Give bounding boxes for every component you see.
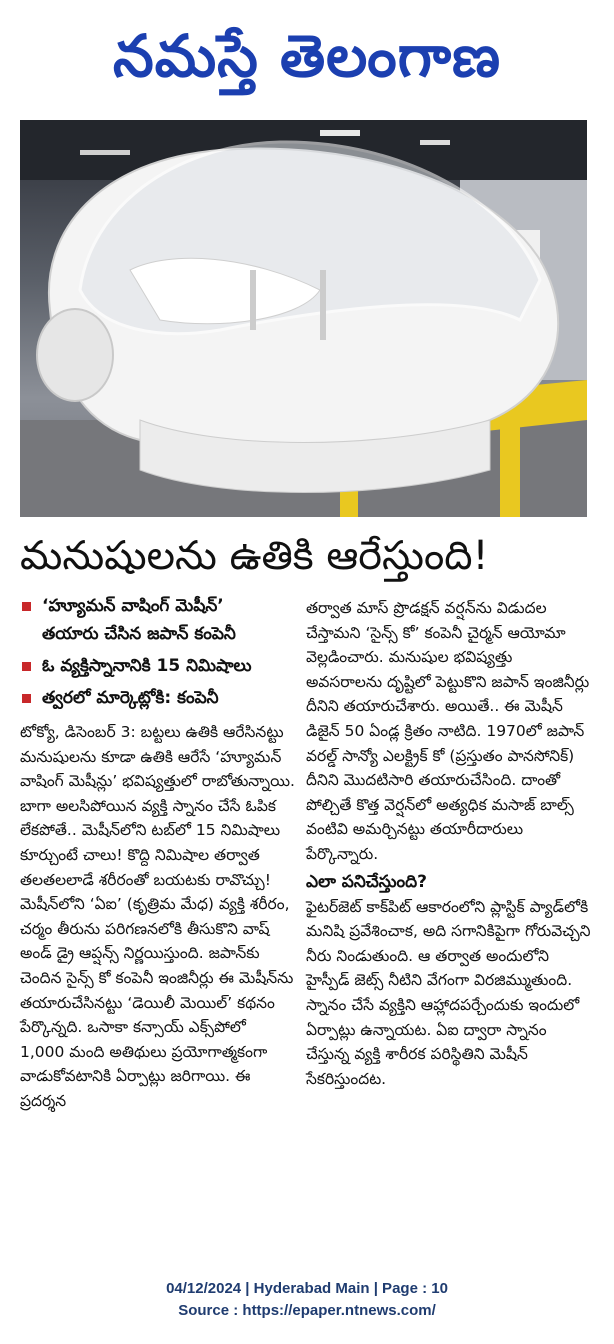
bullet-text: త్వరలో మార్కెట్లోకి: కంపెనీ xyxy=(42,688,219,708)
footer-source: Source : https://epaper.ntnews.com/ xyxy=(178,1302,436,1319)
footer-date-edition: 04/12/2024 | Hyderabad Main | Page : 10 xyxy=(166,1280,448,1297)
bullet-item xyxy=(20,592,295,648)
masthead-logo: నమస్తే తెలంగాణ xyxy=(113,22,501,90)
article-body-right-2: ఫైటర్‌జెట్ కాక్‌పిట్ ఆకారంలోని ప్లాస్టిక్ ప్యాడ్‌లోకి మనిషి ప్రవేశించాక, అది సగానికిపైగా గోరువెచ్చని నీరు నిండుతుంది. ఆ తర్వాత అందులోని హైస్పీడ్ జెట్స్ నీటిని వేగంగా విరజిమ్ముతుంది. స్నానం చేసే వ్యక్తిని ఆహ్లాదపర్చేందుకు ఇందులో ఏర్పాట్లు ఉన్నాయట. ఏఐ ద్వారా స్నానం చేస్తున్న వ్యక్తి శారీరక పరిస్థితిని మెషీన్ సేకరిస్తుందట. xyxy=(306,897,591,1088)
masthead xyxy=(0,0,614,110)
headline: మనుషులను ఉతికి ఆరేస్తుంది! xyxy=(20,533,489,579)
article-photo xyxy=(20,120,587,517)
article-body-left: టోక్యో, డిసెంబర్ 3: బట్టలు ఉతికి ఆరేసినట్టు మనుషులను కూడా ఉతికి ఆరేసే ‘హ్యూమన్ వాషింగ్ మెషీన్లు’ భవిష్యత్తులో రాబోతున్నాయి. బాగా అలసిపోయిన వ్యక్తి స్నానం చేసే ఓపిక లేకపోతే.. మెషీన్‌లోని టబ్‌లో 15 నిమిషాలు కూర్చుంటే చాలు! కొద్ది నిమిషాల తర్వాత తలతలలాడే శరీరంతో బయటకు రావొచ్చు! మెషీన్‌లోని ‘ఏఐ’ (కృత్రిమ మేధ) వ్యక్తి శరీరం, చర్మం తీరును పరిగణనలోకి తీసుకొని వాష్ అండ్ డ్రై ఆప్షన్స్ నిర్ణయిస్తుంది. జపాన్‌కు చెందిన సైన్స్ కో కంపెనీ ఇంజినీర్లు ఈ మెషీన్‌ను తయారుచేసినట్టు ‘డెయిలీ మెయిల్’ కథనం పేర్కొన్నది. ఒసాకా కన్సాయ్ ఎక్స్‌పోలో 1,000 మంది అతిథులు ప్రయోగాత్మకంగా వాడుకోవటానికి ఏర్పాట్లు జరిగాయి. ఈ ప్రదర్శన xyxy=(20,723,295,1110)
bullet-square-icon xyxy=(22,694,31,703)
right-column xyxy=(306,596,591,1091)
bullet-item xyxy=(20,684,295,712)
bullet-text: ‘హ్యూమన్ వాషింగ్ మెషీన్’ xyxy=(42,596,224,616)
bullet-text: తయారు చేసిన జపాన్ కంపెనీ xyxy=(42,624,236,644)
bullet-text: ఓ వ్యక్తిస్నానానికి 15 నిమిషాలు xyxy=(42,656,252,676)
bullet-square-icon xyxy=(22,662,31,671)
bullet-list xyxy=(20,592,295,712)
bullet-square-icon xyxy=(22,602,31,611)
article-body-right: తర్వాత మాస్ ప్రొడక్షన్ వర్షన్‌ను విడుదల చేస్తామని ‘సైన్స్ కో’ కంపెనీ చైర్మన్ ఆయోమా వెల్లడించారు. మనుషుల భవిష్యత్తు అవసరాలను దృష్టిలో పెట్టుకొని జపాన్ ఇంజినీర్లు దీనిని తయారుచేశారు. అయితే.. ఈ మెషీన్ డిజైన్ 50 ఏండ్ల క్రితం నాటిది. 1970లో జపాన్ వరల్డ్ సాన్యో ఎలక్ట్రిక్ కో (ప్రస్తుతం పానసోనిక్) దీనిని మొదటిసారి తయారుచేసింది. దాంతో పోల్చితే కొత్త వెర్షన్‌లో అత్యధిక మసాజ్ బాల్స్ వంటివి అమర్చినట్టు తయారీదారులు పేర్కొన్నారు. xyxy=(306,599,590,863)
left-column xyxy=(20,592,295,1114)
bullet-item xyxy=(20,652,295,680)
washing-machine-pod-image xyxy=(20,120,587,517)
subheading: ఎలా పనిచేస్తుంది? xyxy=(306,871,428,892)
